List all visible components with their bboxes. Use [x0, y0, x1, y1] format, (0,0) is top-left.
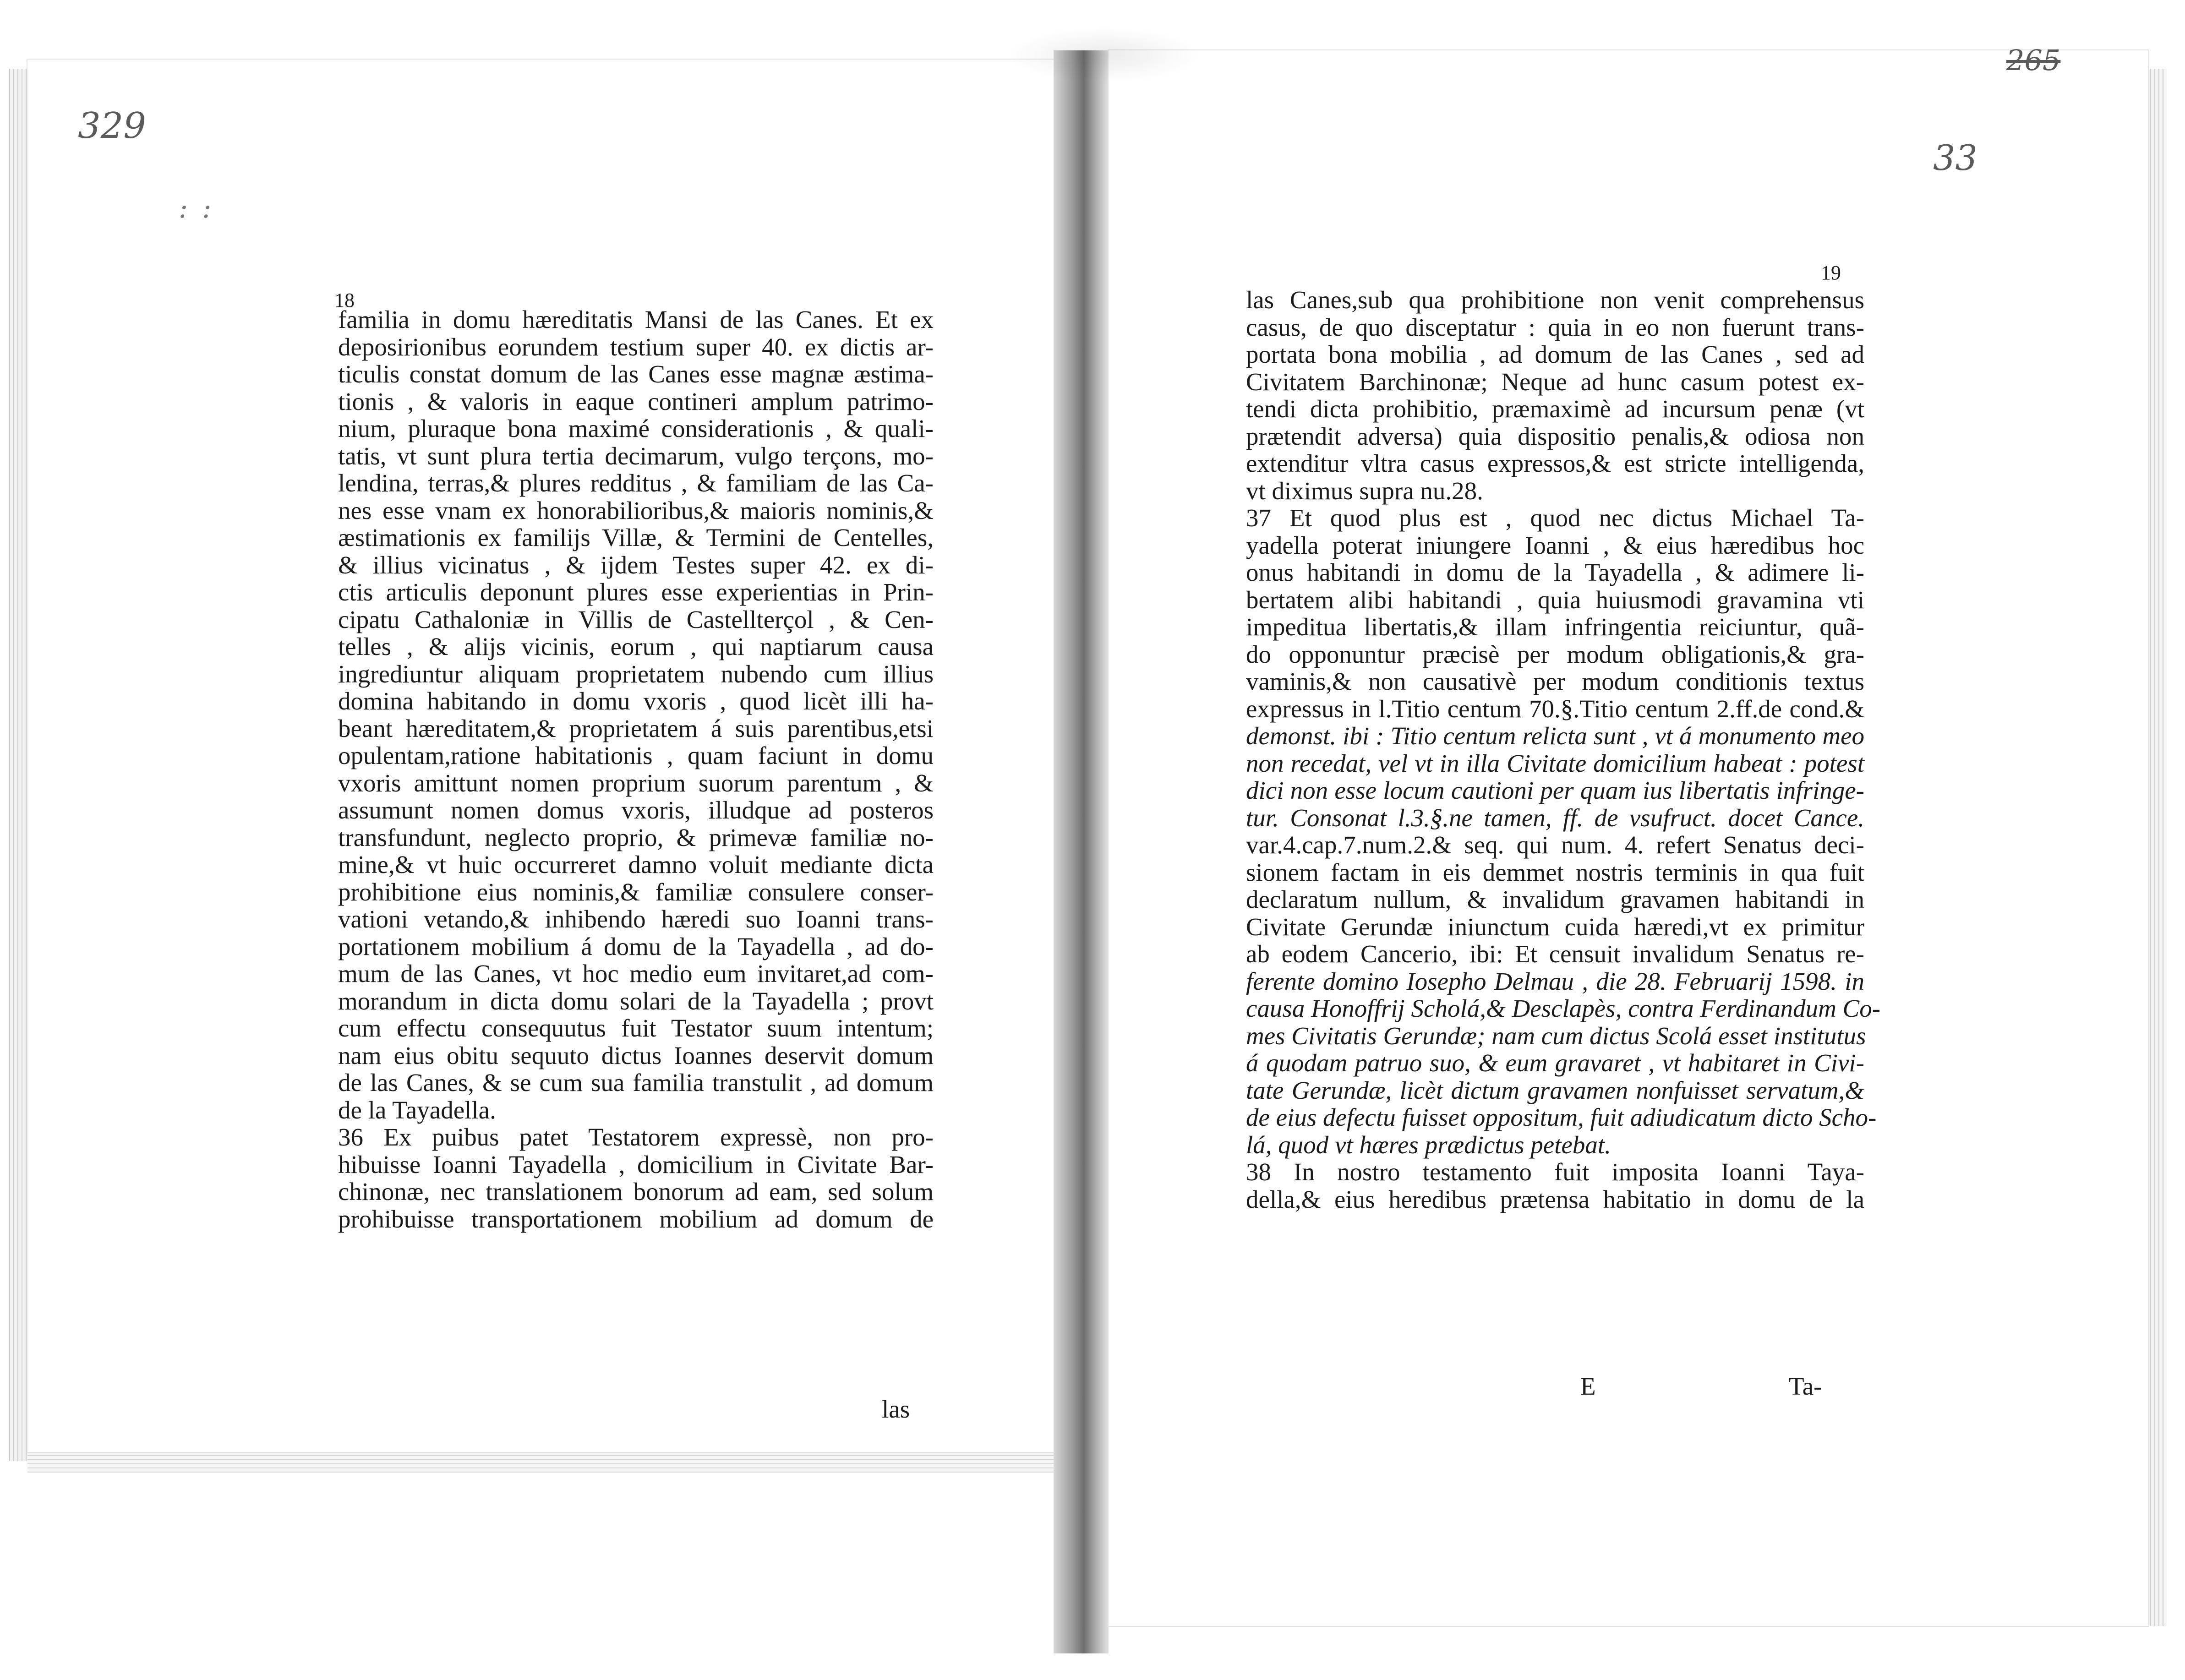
text-line: telles , & alijs vicinis, eorum , qui naptiarum causa: [338, 633, 934, 660]
text-line: vationi vetando,& inhibendo hæredi suo Ioanni trans-: [338, 905, 934, 933]
text-line: deposirionibus eorundem testium super 40. ex dictis ar-: [338, 333, 934, 361]
book-gutter: [1054, 50, 1109, 1653]
text-line: declaratum nullum, & invalidum gravamen habitandi in: [1246, 885, 1864, 913]
text-line: do opponuntur præcisè per modum obligationis,& gra-: [1246, 640, 1864, 668]
text-line: vaminis,& non causativè per modum conditionis textus: [1246, 667, 1864, 695]
text-line: ferente domino Iosepho Delmau , die 28. Februarij 1598. in: [1246, 967, 1864, 995]
text-line: dici non esse locum cautioni per quam ius libertatis infringe-: [1246, 776, 1864, 804]
text-line: cum effectu consequutus fuit Testator suum intentum;: [338, 1014, 934, 1042]
text-line: tatis, vt sunt plura tertia decimarum, vulgo terçons, mo-: [338, 442, 934, 470]
text-line: ab eodem Cancerio, ibi: Et censuit invalidum Senatus re-: [1246, 940, 1864, 968]
text-line: familia in domu hæreditatis Mansi de las Canes. Et ex: [338, 305, 934, 333]
text-line: causa Honoffrij Scholá,& Desclapès, contra Ferdinandum Co-: [1246, 994, 1881, 1022]
text-line: ingrediuntur aliquam proprietatem nubendo cum illius: [338, 660, 934, 688]
handwritten-note-right: 265: [2006, 44, 2061, 77]
right-catchword: Ta-: [1789, 1372, 1822, 1400]
text-line: bertatem alibi habitandi , quia huiusmodi gravamina vti: [1246, 585, 1864, 614]
handwritten-marks-left: : :: [179, 192, 214, 224]
text-line: tur. Consonat l.3.§.ne tamen, ff. de vsufruct. docet Cance.: [1246, 803, 1864, 832]
text-line: transfundunt, neglecto proprio, & primevæ familiæ no-: [338, 823, 934, 851]
text-line: nes esse vnam ex honorabilioribus,& maioris nominis,&: [338, 496, 934, 524]
text-line: de las Canes, & se cum sua familia transtulit , ad domum: [338, 1069, 934, 1096]
text-line: ticulis constat domum de las Canes esse magnæ æstima-: [338, 360, 934, 388]
text-line: onus habitandi in domu de la Tayadella , & adimere li-: [1246, 558, 1864, 586]
text-line: mum de las Canes, vt hoc medio eum invitaret,ad com-: [338, 960, 934, 987]
text-line: 37 Et quod plus est , quod nec dictus Michael Ta-: [1246, 504, 1864, 532]
text-line: 36 Ex puibus patet Testatorem expressè, non pro-: [338, 1123, 934, 1151]
left-page-number: 18: [334, 289, 355, 311]
text-line: de la Tayadella.: [338, 1096, 496, 1124]
text-line: demonst. ibi : Titio centum relicta sunt , vt á monumento meo: [1246, 722, 1864, 750]
text-line: nium, pluraque bona maximé considerationis , & quali-: [338, 415, 934, 442]
left-catchword: las: [882, 1395, 910, 1423]
text-line: lendina, terras,& plures redditus , & familiam de las Ca-: [338, 469, 934, 497]
text-line: sionem factam in eis demmet nostris terminis in qua fuit: [1246, 858, 1864, 886]
text-line: yadella poterat iniungere Ioanni , & eius hæredibus hoc: [1246, 531, 1864, 559]
handwritten-note-left: 329: [78, 105, 146, 147]
text-line: Civitate Gerundæ iniunctum cuida hæredi,vt ex primitur: [1246, 912, 1864, 941]
signature-mark: E: [1580, 1372, 1596, 1400]
text-line: var.4.cap.7.num.2.& seq. qui num. 4. refert Senatus deci-: [1246, 831, 1864, 859]
text-line: casus, de quo disceptatur : quia in eo non fuerunt trans-: [1246, 313, 1864, 341]
text-line: impeditua libertatis,& illam infringentia reiciuntur, quã-: [1246, 613, 1864, 641]
text-line: æstimationis ex familijs Villæ, & Termini de Centelles,: [338, 524, 934, 551]
text-line: tendi dicta prohibitio, præmaximè ad incursum penæ (vt: [1246, 395, 1864, 423]
text-line: tate Gerundæ, licèt dictum gravamen nonfuisset servatum,&: [1246, 1076, 1864, 1104]
text-line: lá, quod vt hæres prædictus petebat.: [1246, 1130, 1611, 1159]
text-line: vt diximus supra nu.28.: [1246, 476, 1483, 505]
text-line: expressus in l.Titio centum 70.§.Titio centum 2.ff.de cond.&: [1246, 694, 1864, 723]
text-line: mes Civitatis Gerundæ; nam cum dictus Scolá esset institutus: [1246, 1021, 1866, 1050]
text-line: extenditur vltra casus expressos,& est stricte intelligenda,: [1246, 449, 1864, 477]
text-line: hibuisse Ioanni Tayadella , domicilium in Civitate Bar-: [338, 1150, 934, 1178]
text-line: & illius vicinatus , & ijdem Testes super 42. ex di-: [338, 551, 934, 579]
text-line: vxoris amittunt nomen proprium suorum parentum , &: [338, 769, 934, 797]
text-line: ctis articulis deponunt plures esse experientias in Prin-: [338, 578, 934, 606]
text-line: prohibuisse transportationem mobilium ad domum de: [338, 1205, 934, 1233]
text-line: tionis , & valoris in eaque contineri amplum patrimo-: [338, 387, 934, 415]
text-line: non recedat, vel vt in illa Civitate domicilium habeat : potest: [1246, 749, 1864, 777]
text-line: las Canes,sub qua prohibitione non venit comprehensus: [1246, 286, 1864, 314]
right-page-number: 19: [1821, 262, 1841, 284]
text-line: assumunt nomen domus vxoris, illudque ad posteros: [338, 796, 934, 824]
text-line: della,& eius heredibus prætensa habitatio in domu de la: [1246, 1185, 1864, 1213]
text-line: Civitatem Barchinonæ; Neque ad hunc casum potest ex-: [1246, 367, 1864, 396]
text-line: mine,& vt huic occurreret damno voluit mediante dicta: [338, 851, 934, 878]
text-line: beant hæreditatem,& proprietatem á suis parentibus,etsi: [338, 714, 934, 742]
text-line: portata bona mobilia , ad domum de las Canes , sed ad: [1246, 340, 1864, 368]
text-line: 38 In nostro testamento fuit imposita Ioanni Taya-: [1246, 1158, 1864, 1186]
text-line: domina habitando in domu vxoris , quod licèt illi ha-: [338, 687, 934, 715]
text-line: opulentam,ratione habitationis , quam faciunt in domu: [338, 742, 934, 769]
text-line: de eius defectu fuisset oppositum, fuit adiudicatum dicto Scho-: [1246, 1103, 1877, 1131]
text-line: portationem mobilium á domu de la Tayadella , ad do-: [338, 932, 934, 960]
text-line: prætendit adversa) quia dispositio penalis,& odiosa non: [1246, 422, 1864, 450]
text-line: á quodam patruo suo, & eum gravaret , vt habitaret in Civi-: [1246, 1049, 1864, 1077]
right-text-column: [1246, 286, 1881, 1213]
text-line: morandum in dicta domu solari de la Tayadella ; provt: [338, 987, 934, 1015]
left-text-column: [338, 306, 934, 1233]
text-line: nam eius obitu sequuto dictus Ioannes deservit domum: [338, 1041, 934, 1069]
text-line: cipatu Cathaloniæ in Villis de Castellterçol , & Cen-: [338, 605, 934, 633]
paper-stain: [1008, 27, 1200, 82]
handwritten-folio-number: 33: [1933, 137, 1977, 178]
text-line: prohibitione eius nominis,& familiæ consulere conser-: [338, 878, 934, 906]
text-line: chinonæ, nec translationem bonorum ad eam, sed solum: [338, 1178, 934, 1205]
